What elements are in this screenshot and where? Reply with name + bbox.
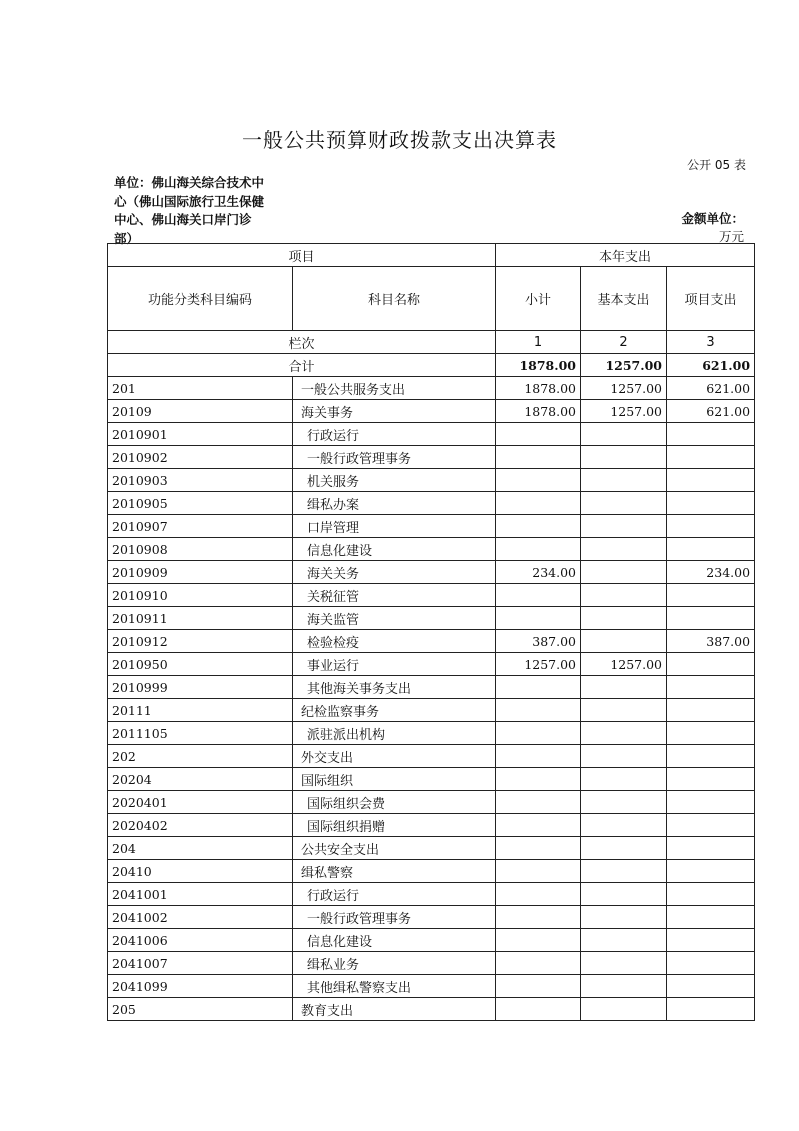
row-basic bbox=[581, 515, 667, 538]
row-subject-name: 海关关务 bbox=[293, 561, 496, 584]
row-subject-name: 机关服务 bbox=[293, 469, 496, 492]
header-subject-name: 科目名称 bbox=[293, 267, 496, 331]
row-code: 2020402 bbox=[108, 814, 293, 837]
row-subject-name: 海关事务 bbox=[293, 400, 496, 423]
row-basic bbox=[581, 745, 667, 768]
row-code: 2010911 bbox=[108, 607, 293, 630]
table-row bbox=[108, 998, 755, 1021]
row-code: 2010912 bbox=[108, 630, 293, 653]
row-basic bbox=[581, 561, 667, 584]
row-subject-name: 国际组织捐赠 bbox=[293, 814, 496, 837]
row-subject-name: 外交支出 bbox=[293, 745, 496, 768]
row-code: 2010909 bbox=[108, 561, 293, 584]
row-project bbox=[667, 814, 755, 837]
table-row bbox=[108, 975, 755, 998]
table-row bbox=[108, 929, 755, 952]
row-basic bbox=[581, 699, 667, 722]
row-subtotal bbox=[496, 515, 581, 538]
row-project: 234.00 bbox=[667, 561, 755, 584]
row-basic bbox=[581, 791, 667, 814]
table-row bbox=[108, 561, 755, 584]
row-project: 387.00 bbox=[667, 630, 755, 653]
header-row-columns bbox=[108, 267, 755, 331]
row-basic bbox=[581, 929, 667, 952]
total-basic: 1257.00 bbox=[581, 354, 667, 377]
table-row bbox=[108, 814, 755, 837]
row-subtotal bbox=[496, 975, 581, 998]
row-subtotal bbox=[496, 860, 581, 883]
row-code: 20204 bbox=[108, 768, 293, 791]
table-row bbox=[108, 791, 755, 814]
row-code: 20109 bbox=[108, 400, 293, 423]
row-subject-name: 纪检监察事务 bbox=[293, 699, 496, 722]
row-code: 2041007 bbox=[108, 952, 293, 975]
row-subtotal bbox=[496, 837, 581, 860]
row-basic bbox=[581, 630, 667, 653]
row-subtotal bbox=[496, 883, 581, 906]
row-basic bbox=[581, 860, 667, 883]
row-subject-name: 国际组织会费 bbox=[293, 791, 496, 814]
row-project bbox=[667, 469, 755, 492]
row-basic: 1257.00 bbox=[581, 653, 667, 676]
total-subtotal: 1878.00 bbox=[496, 354, 581, 377]
expenditure-table bbox=[107, 243, 755, 1021]
row-code: 2010910 bbox=[108, 584, 293, 607]
table-row bbox=[108, 538, 755, 561]
row-subtotal bbox=[496, 768, 581, 791]
row-subject-name: 一般公共服务支出 bbox=[293, 377, 496, 400]
row-subject-name: 教育支出 bbox=[293, 998, 496, 1021]
row-subject-name: 其他缉私警察支出 bbox=[293, 975, 496, 998]
column-order-label: 栏次 bbox=[108, 331, 496, 354]
table-row bbox=[108, 768, 755, 791]
row-subtotal bbox=[496, 699, 581, 722]
row-code: 2041001 bbox=[108, 883, 293, 906]
row-project bbox=[667, 607, 755, 630]
row-project bbox=[667, 676, 755, 699]
row-project: 621.00 bbox=[667, 400, 755, 423]
row-code: 2010905 bbox=[108, 492, 293, 515]
form-code: 公开 05 表 bbox=[687, 158, 746, 172]
row-subtotal bbox=[496, 814, 581, 837]
column-order-3: 3 bbox=[667, 331, 755, 354]
row-subtotal bbox=[496, 906, 581, 929]
row-code: 20410 bbox=[108, 860, 293, 883]
row-basic bbox=[581, 538, 667, 561]
header-subtotal: 小计 bbox=[496, 267, 581, 331]
row-subject-name: 缉私办案 bbox=[293, 492, 496, 515]
row-code: 201 bbox=[108, 377, 293, 400]
row-project bbox=[667, 768, 755, 791]
row-basic bbox=[581, 607, 667, 630]
column-order-row bbox=[108, 331, 755, 354]
row-subtotal bbox=[496, 538, 581, 561]
row-project bbox=[667, 975, 755, 998]
row-subtotal: 1257.00 bbox=[496, 653, 581, 676]
table-row bbox=[108, 952, 755, 975]
row-code: 2010903 bbox=[108, 469, 293, 492]
table-row bbox=[108, 607, 755, 630]
row-project bbox=[667, 423, 755, 446]
row-basic bbox=[581, 768, 667, 791]
table-row bbox=[108, 630, 755, 653]
row-code: 2010908 bbox=[108, 538, 293, 561]
table-row bbox=[108, 699, 755, 722]
header-func-code: 功能分类科目编码 bbox=[108, 267, 293, 331]
row-basic: 1257.00 bbox=[581, 377, 667, 400]
table-row bbox=[108, 883, 755, 906]
row-basic bbox=[581, 883, 667, 906]
row-project bbox=[667, 446, 755, 469]
row-subject-name: 海关监管 bbox=[293, 607, 496, 630]
table-row bbox=[108, 837, 755, 860]
row-code: 2041002 bbox=[108, 906, 293, 929]
row-basic bbox=[581, 998, 667, 1021]
row-code: 2011105 bbox=[108, 722, 293, 745]
row-project bbox=[667, 515, 755, 538]
table-row bbox=[108, 906, 755, 929]
table-row bbox=[108, 469, 755, 492]
row-subject-name: 行政运行 bbox=[293, 883, 496, 906]
table-row bbox=[108, 745, 755, 768]
table-row bbox=[108, 722, 755, 745]
row-subject-name: 行政运行 bbox=[293, 423, 496, 446]
row-project bbox=[667, 883, 755, 906]
row-subject-name: 一般行政管理事务 bbox=[293, 906, 496, 929]
row-project bbox=[667, 745, 755, 768]
row-project bbox=[667, 653, 755, 676]
row-subtotal: 234.00 bbox=[496, 561, 581, 584]
row-subject-name: 事业运行 bbox=[293, 653, 496, 676]
row-subject-name: 公共安全支出 bbox=[293, 837, 496, 860]
row-subject-name: 信息化建设 bbox=[293, 538, 496, 561]
row-subject-name: 其他海关事务支出 bbox=[293, 676, 496, 699]
row-subtotal bbox=[496, 446, 581, 469]
row-project bbox=[667, 538, 755, 561]
table-row bbox=[108, 377, 755, 400]
amount-unit-value: 万元 bbox=[718, 229, 744, 244]
row-basic: 1257.00 bbox=[581, 400, 667, 423]
row-basic bbox=[581, 676, 667, 699]
row-basic bbox=[581, 446, 667, 469]
row-basic bbox=[581, 722, 667, 745]
table-row bbox=[108, 492, 755, 515]
row-subtotal bbox=[496, 929, 581, 952]
row-code: 20111 bbox=[108, 699, 293, 722]
row-subject-name: 派驻派出机构 bbox=[293, 722, 496, 745]
row-basic bbox=[581, 837, 667, 860]
table-row bbox=[108, 676, 755, 699]
row-basic bbox=[581, 492, 667, 515]
row-project bbox=[667, 860, 755, 883]
row-project bbox=[667, 929, 755, 952]
row-subject-name: 缉私业务 bbox=[293, 952, 496, 975]
row-subtotal bbox=[496, 423, 581, 446]
row-subtotal bbox=[496, 676, 581, 699]
row-subtotal: 1878.00 bbox=[496, 400, 581, 423]
row-subtotal bbox=[496, 998, 581, 1021]
row-subtotal bbox=[496, 952, 581, 975]
header-basic: 基本支出 bbox=[581, 267, 667, 331]
row-code: 205 bbox=[108, 998, 293, 1021]
row-subject-name: 缉私警察 bbox=[293, 860, 496, 883]
row-project bbox=[667, 952, 755, 975]
total-label: 合计 bbox=[108, 354, 496, 377]
reporting-unit: 单位：佛山海关综合技术中心（佛山国际旅行卫生保健中心、佛山海关口岸门诊部） bbox=[114, 175, 265, 246]
row-basic bbox=[581, 906, 667, 929]
row-project bbox=[667, 722, 755, 745]
header-row-top bbox=[108, 244, 755, 267]
row-subtotal bbox=[496, 584, 581, 607]
row-subtotal: 387.00 bbox=[496, 630, 581, 653]
row-code: 2010950 bbox=[108, 653, 293, 676]
page-title: 一般公共预算财政拨款支出决算表 bbox=[242, 128, 557, 152]
table-row bbox=[108, 515, 755, 538]
row-project bbox=[667, 699, 755, 722]
row-code: 2010907 bbox=[108, 515, 293, 538]
table-row bbox=[108, 400, 755, 423]
row-basic bbox=[581, 814, 667, 837]
row-code: 2020401 bbox=[108, 791, 293, 814]
row-subject-name: 信息化建设 bbox=[293, 929, 496, 952]
header-current-year: 本年支出 bbox=[496, 244, 755, 267]
row-project bbox=[667, 492, 755, 515]
row-code: 2041099 bbox=[108, 975, 293, 998]
total-project: 621.00 bbox=[667, 354, 755, 377]
row-code: 2010901 bbox=[108, 423, 293, 446]
row-project: 621.00 bbox=[667, 377, 755, 400]
amount-unit-label: 金额单位： bbox=[681, 211, 744, 226]
table-row bbox=[108, 423, 755, 446]
row-basic bbox=[581, 975, 667, 998]
row-project bbox=[667, 791, 755, 814]
row-subject-name: 检验检疫 bbox=[293, 630, 496, 653]
row-subtotal bbox=[496, 791, 581, 814]
row-project bbox=[667, 906, 755, 929]
row-basic bbox=[581, 469, 667, 492]
row-subtotal bbox=[496, 722, 581, 745]
row-subtotal bbox=[496, 469, 581, 492]
table-row bbox=[108, 860, 755, 883]
row-subtotal bbox=[496, 492, 581, 515]
row-basic bbox=[581, 423, 667, 446]
row-project bbox=[667, 837, 755, 860]
header-project: 项目支出 bbox=[667, 267, 755, 331]
row-code: 2010999 bbox=[108, 676, 293, 699]
row-basic bbox=[581, 952, 667, 975]
row-subject-name: 一般行政管理事务 bbox=[293, 446, 496, 469]
row-subject-name: 国际组织 bbox=[293, 768, 496, 791]
row-project bbox=[667, 998, 755, 1021]
row-project bbox=[667, 584, 755, 607]
column-order-1: 1 bbox=[496, 331, 581, 354]
total-row bbox=[108, 354, 755, 377]
table-row bbox=[108, 446, 755, 469]
header-item: 项目 bbox=[108, 244, 496, 267]
row-code: 202 bbox=[108, 745, 293, 768]
row-code: 204 bbox=[108, 837, 293, 860]
column-order-2: 2 bbox=[581, 331, 667, 354]
row-code: 2010902 bbox=[108, 446, 293, 469]
row-subject-name: 口岸管理 bbox=[293, 515, 496, 538]
row-subject-name: 关税征管 bbox=[293, 584, 496, 607]
row-subtotal: 1878.00 bbox=[496, 377, 581, 400]
row-basic bbox=[581, 584, 667, 607]
row-code: 2041006 bbox=[108, 929, 293, 952]
table-row bbox=[108, 653, 755, 676]
row-subtotal bbox=[496, 745, 581, 768]
row-subtotal bbox=[496, 607, 581, 630]
table-row bbox=[108, 584, 755, 607]
